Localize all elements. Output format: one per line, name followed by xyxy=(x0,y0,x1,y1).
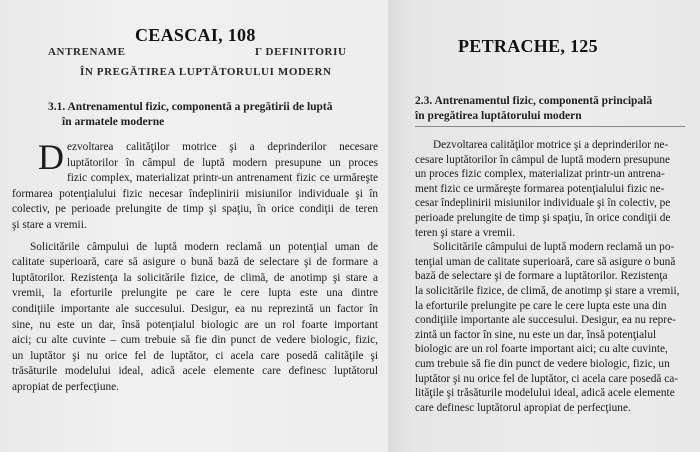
right-p2-line: la solicitările fizice, de climă, de anotimp şi stare a vremii, xyxy=(415,284,680,297)
right-paragraph-1 xyxy=(415,138,695,240)
right-p2-line: care definesc luptătorul apropiat de perfecţiune. xyxy=(415,401,631,414)
left-p1-line: colectiv, pe perioade prelungite de timp şi spaţiu, în orice condiţii de teren xyxy=(12,203,378,216)
left-p2-line: calitate superioară, care să asigure o bună bază de selectare şi de formare a xyxy=(12,256,378,269)
right-p1-line: perioade prelungite de timp şi spaţiu, în orice condiţii de xyxy=(415,211,671,224)
right-p1-line: cesar îndeplinirii misiunilor individuale şi în colectiv, pe xyxy=(415,197,671,210)
left-p1-line: fizic complex, materializat printr-un antrenament fizic ce urmăreşte xyxy=(67,172,378,185)
right-p2-line: la eforturile prelungite pe care le cere lupta este una din xyxy=(415,299,667,312)
right-p2-line: cum trebuie să fie din punct de vedere biologic, fizic, un xyxy=(415,357,670,370)
chapter-header-line1a: ANTRENAME xyxy=(48,46,126,58)
left-p1-line: formarea potenţialului fizic necesar îndeplinirii misiunilor individuale şi în xyxy=(12,187,378,200)
right-p1-line: teren şi stare a vremii. xyxy=(415,226,516,239)
left-p2-line: vremii, la eforturile prelungite pe care le cere lupta este una dintre xyxy=(12,287,378,300)
right-p2-line: zintă un factor în sine, nu este un dar, însă potenţialul xyxy=(415,328,657,341)
left-p2-line: sine, nu este un dar, însă potenţialul biologic are un rol foarte important xyxy=(12,318,378,331)
left-p2-line: Solicitările câmpului de luptă modern reclamă un potenţial uman de xyxy=(30,240,378,253)
right-p1-line: cesare luptătorilor în câmpul de luptă modern presupune xyxy=(415,153,671,166)
right-source-label: PETRACHE, 125 xyxy=(458,36,598,56)
right-p2-line: lităţile şi trăsăturile modelului ideal, adică acele elemente xyxy=(415,387,675,400)
right-paragraph-2 xyxy=(415,240,695,415)
right-p1-line: un proces fizic complex, materializat printr-un antrena- xyxy=(415,168,665,181)
left-p1-line: luptătorilor în câmpul de luptă modern presupune un proces xyxy=(67,156,378,169)
right-section-title-line2: în pregătirea luptătorului modern xyxy=(415,110,582,122)
section-divider xyxy=(415,126,685,127)
right-document-scan xyxy=(388,0,700,452)
left-p2-line: condiţiile importante ale succesului. Desigur, ea nu reprezintă un factor în xyxy=(12,302,378,315)
left-body-text xyxy=(12,137,378,396)
chapter-header-line2: ÎN PREGĂTIREA LUPTĂTORULUI MODERN xyxy=(80,66,332,78)
right-p2-line: biologic are un rol foarte important aici; cu alte cuvinte, xyxy=(415,343,668,356)
left-p2-line: un luptător şi nu orice fel de luptător, ci acela care posedă calităţile şi xyxy=(12,349,378,362)
right-p2-line: bază de selectare şi de formare a luptătorilor. Rezistenţa xyxy=(415,270,668,283)
left-source-label: CEASCAI, 108 xyxy=(135,25,256,45)
right-p1-line: Dezvoltarea calităţilor motrice şi a deprinderilor ne- xyxy=(433,139,669,151)
chapter-header-line1b: Γ DEFINITORIU xyxy=(255,46,347,58)
left-paragraph-1 xyxy=(12,137,378,234)
left-section-title-line1: 3.1. Antrenamentul fizic, componentă a pregătirii de luptă xyxy=(48,101,333,113)
drop-cap-letter: D xyxy=(38,137,64,177)
left-paragraph-2 xyxy=(12,240,378,396)
right-p2-line: condiţiile importante ale succesului. Desigur, ea nu repre- xyxy=(415,314,676,327)
right-p1-line: ment fizic ce urmăreşte formarea potenţialului fizic ne- xyxy=(415,182,665,195)
right-p2-line: Solicitările câmpului de luptă modern reclamă un po- xyxy=(433,241,675,254)
left-p1-line: ezvoltarea calităţilor motrice şi a deprinderilor necesare xyxy=(67,141,378,153)
right-section-title xyxy=(415,94,695,124)
left-p2-line: trăsăturile modelului ideal, adică acele elemente care definesc luptătorul xyxy=(12,365,378,378)
left-p2-line: aici; cu alte cuvinte – cum trebuie să fie din punct de vedere biologic, fizic, xyxy=(12,334,378,347)
right-section-title-line1: 2.3. Antrenamentul fizic, componentă principală xyxy=(415,95,653,107)
right-body-text xyxy=(415,138,695,415)
left-section-title-line2: în armatele moderne xyxy=(62,116,165,128)
left-p2-line: apropiat de perfecţiune. xyxy=(12,380,119,393)
right-p2-line: tenţial uman de calitate superioară, care să asigure o bună xyxy=(415,255,676,268)
left-p1-line: şi stare a vremii. xyxy=(12,218,87,231)
right-p2-line: luptător şi nu orice fel de luptător, ci acela care posedă ca- xyxy=(415,372,679,385)
left-section-title xyxy=(48,100,378,130)
left-p2-line: luptătorilor. Rezistenţa la solicitările fizice, de climă, de anotimp şi stare a xyxy=(12,271,378,284)
